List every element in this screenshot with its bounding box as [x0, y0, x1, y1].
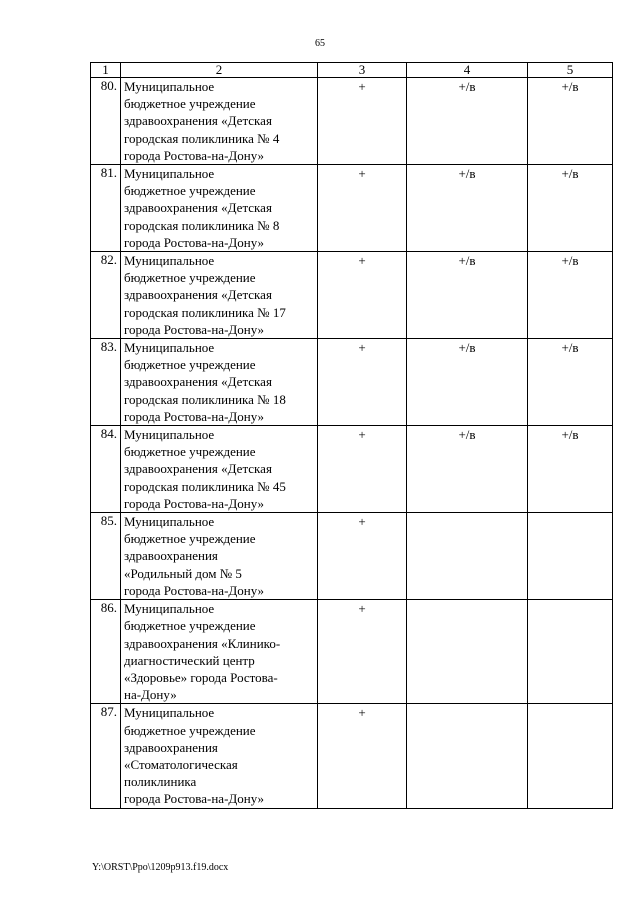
column-4-mark	[407, 513, 528, 600]
column-3-mark: +	[318, 78, 407, 165]
institution-name: Муниципальное бюджетное учреждение здравоохранения «Детская городская поликлиника № 18 города Ростова-на-Дону»	[121, 339, 318, 426]
column-5-mark	[528, 600, 613, 704]
table-row	[91, 252, 613, 339]
column-header-1: 1	[91, 63, 121, 78]
column-3-mark: +	[318, 339, 407, 426]
document-table	[90, 62, 613, 809]
institution-name: Муниципальное бюджетное учреждение здравоохранения «Детская городская поликлиника № 4 города Ростова-на-Дону»	[121, 78, 318, 165]
table-row	[91, 165, 613, 252]
table-row	[91, 704, 613, 808]
institution-name: Муниципальное бюджетное учреждение здравоохранения «Родильный дом № 5 города Ростова-на-Дону»	[121, 513, 318, 600]
row-number: 80.	[91, 78, 121, 165]
row-number: 85.	[91, 513, 121, 600]
column-5-mark: +/в	[528, 426, 613, 513]
footer-file-path: Y:\ORST\Ppo\1209p913.f19.docx	[92, 862, 229, 873]
table-row	[91, 339, 613, 426]
row-number: 83.	[91, 339, 121, 426]
column-4-mark: +/в	[407, 339, 528, 426]
column-5-mark	[528, 513, 613, 600]
column-5-mark: +/в	[528, 339, 613, 426]
table-row	[91, 426, 613, 513]
column-3-mark: +	[318, 426, 407, 513]
column-header-4: 4	[407, 63, 528, 78]
column-5-mark: +/в	[528, 165, 613, 252]
column-5-mark: +/в	[528, 252, 613, 339]
column-3-mark: +	[318, 704, 407, 808]
institution-name: Муниципальное бюджетное учреждение здравоохранения «Детская городская поликлиника № 8 города Ростова-на-Дону»	[121, 165, 318, 252]
column-header-3: 3	[318, 63, 407, 78]
row-number: 84.	[91, 426, 121, 513]
table-row	[91, 600, 613, 704]
column-header-5: 5	[528, 63, 613, 78]
institution-name: Муниципальное бюджетное учреждение здравоохранения «Детская городская поликлиника № 17 города Ростова-на-Дону»	[121, 252, 318, 339]
column-4-mark: +/в	[407, 252, 528, 339]
row-number: 82.	[91, 252, 121, 339]
table-header-row	[91, 63, 613, 78]
column-header-2: 2	[121, 63, 318, 78]
row-number: 86.	[91, 600, 121, 704]
institution-name: Муниципальное бюджетное учреждение здравоохранения «Стоматологическая поликлиника города Ростова-на-Дону»	[121, 704, 318, 808]
column-5-mark: +/в	[528, 78, 613, 165]
column-4-mark: +/в	[407, 165, 528, 252]
institution-name: Муниципальное бюджетное учреждение здравоохранения «Клинико- диагностический центр «Здоровье» города Ростова- на-Дону»	[121, 600, 318, 704]
column-4-mark	[407, 704, 528, 808]
table-row	[91, 78, 613, 165]
row-number: 81.	[91, 165, 121, 252]
column-3-mark: +	[318, 513, 407, 600]
column-3-mark: +	[318, 600, 407, 704]
page-number: 65	[315, 38, 325, 49]
column-3-mark: +	[318, 252, 407, 339]
column-4-mark: +/в	[407, 78, 528, 165]
column-4-mark	[407, 600, 528, 704]
column-4-mark: +/в	[407, 426, 528, 513]
table-row	[91, 513, 613, 600]
column-3-mark: +	[318, 165, 407, 252]
institution-name: Муниципальное бюджетное учреждение здравоохранения «Детская городская поликлиника № 45 города Ростова-на-Дону»	[121, 426, 318, 513]
column-5-mark	[528, 704, 613, 808]
row-number: 87.	[91, 704, 121, 808]
